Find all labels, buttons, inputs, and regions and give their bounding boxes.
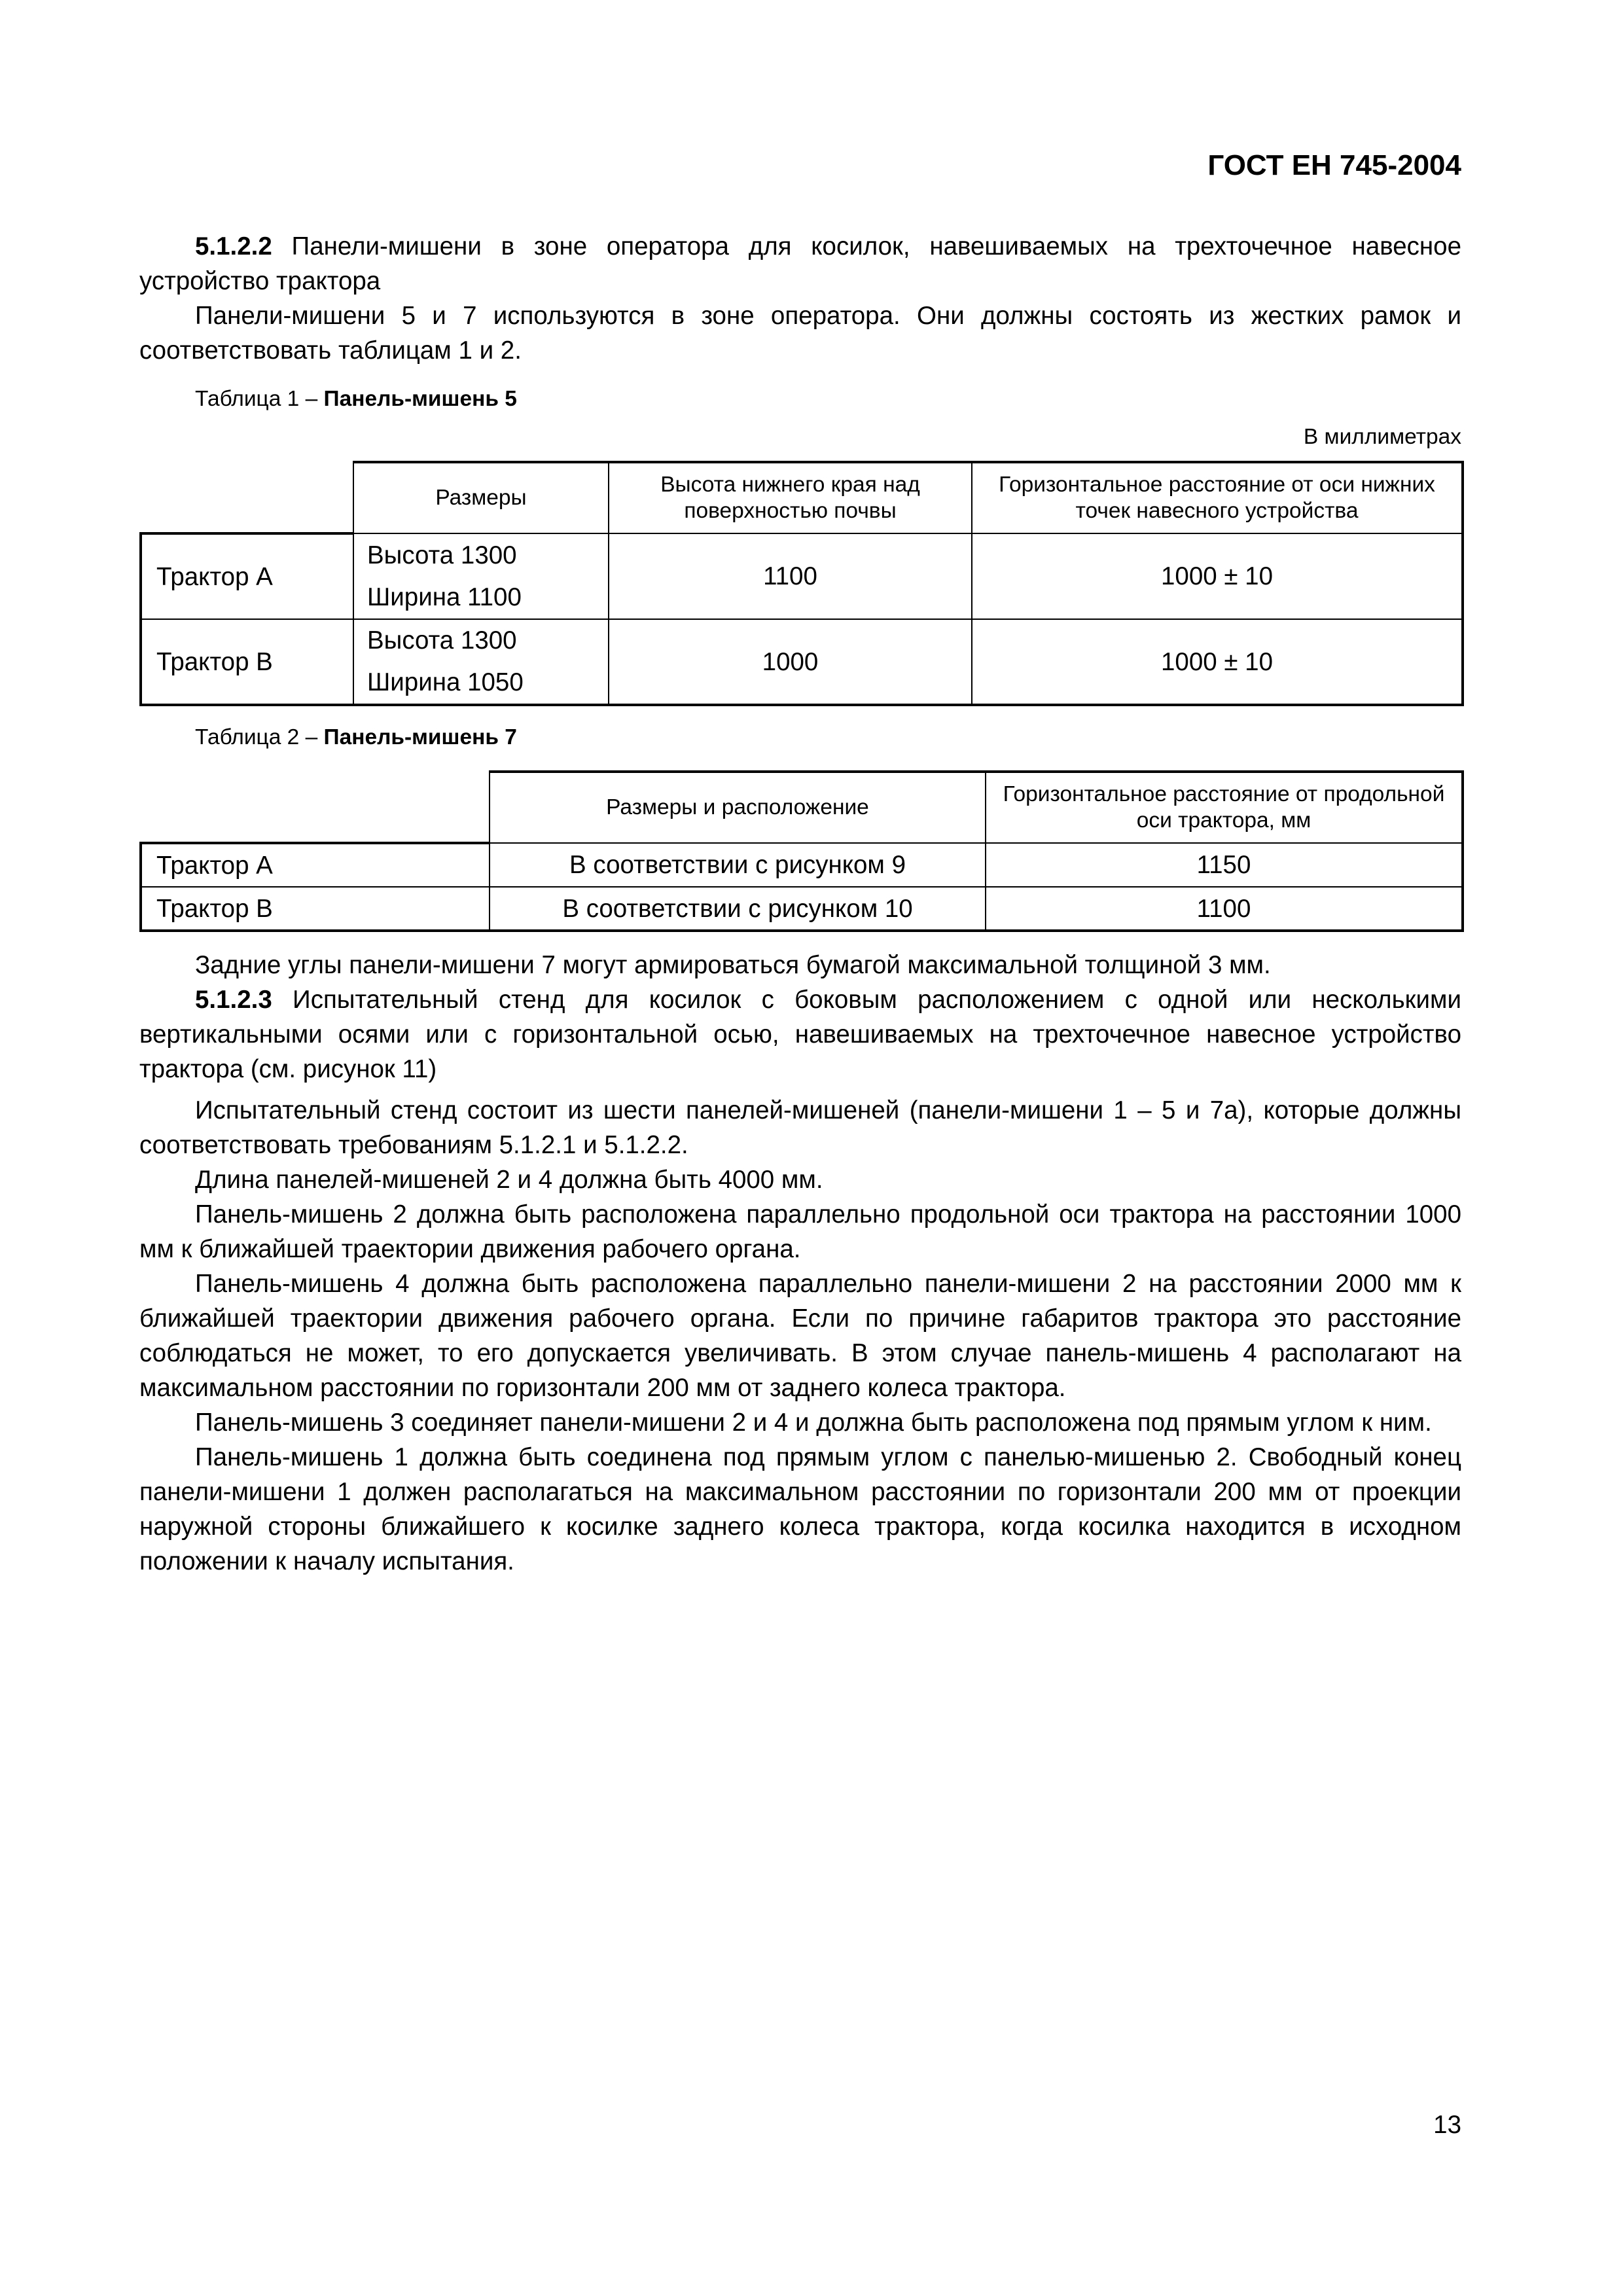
section-number: 5.1.2.2 — [195, 232, 272, 260]
section-5122-paragraph: Панели-мишени 5 и 7 используются в зоне оператора. Они должны состоять из жестких рамок и соответствовать таблицам 1 и 2. — [139, 302, 1461, 365]
paragraph: Панель-мишень 4 должна быть расположена параллельно панели-мишени 2 на расстоянии 2000 мм к ближайшей траектории движения рабочего органа. Если по причине габаритов трактора это расстояние соблюдаться не может, то его допускается увеличивать. В этом случае панель-мишень 4 располагают на максимальном расстоянии по горизонтали 200 мм от заднего колеса трактора. — [139, 1270, 1461, 1402]
row-label: Трактор В — [141, 887, 490, 931]
table2-header-row — [141, 772, 1463, 843]
section-5122-heading — [139, 229, 1461, 298]
table1-header-row — [141, 462, 1463, 533]
table2-header-cell: Размеры и расположение — [490, 772, 986, 843]
table2-empty-cell — [141, 772, 490, 843]
table1 — [139, 461, 1464, 706]
table1-caption-title: Панель-мишень 5 — [323, 387, 517, 411]
row-label: Трактор В — [141, 619, 353, 705]
paragraph: Задние углы панели-мишени 7 могут армироваться бумагой максимальной толщиной 3 мм. — [195, 951, 1271, 979]
table1-empty-cell — [141, 462, 353, 533]
table-row — [141, 619, 1463, 705]
arrangement-cell: В соответствии с рисунком 9 — [490, 843, 986, 887]
dimensions-cell: Высота 1300 Ширина 1100 — [353, 533, 609, 619]
section-title: Испытательный стенд для косилок с боковым расположением с одной или несколькими вертикальными осями или с горизонтальной осью, навешиваемых на трехточечное навесное устройство трактора (см. рисунок 11) — [139, 986, 1461, 1083]
paragraph: Испытательный стенд состоит из шести панелей-мишеней (панели-мишени 1 – 5 и 7а), которые должны соответствовать требованиям 5.1.2.1 и 5.1.2.2. — [139, 1096, 1461, 1159]
distance-cell: 1000 ± 10 — [972, 619, 1463, 705]
table-row — [141, 843, 1463, 887]
row-label: Трактор А — [141, 533, 353, 619]
page-number: 13 — [1433, 2111, 1461, 2139]
table2-header-cell: Горизонтальное расстояние от продольной оси трактора, мм — [986, 772, 1463, 843]
paragraph: Панель-мишень 1 должна быть соединена под прямым углом с панелью-мишенью 2. Свободный конец панели-мишени 1 должен располагаться на максимальном расстоянии по горизонтали 200 мм от проекции наружной стороны ближайшего к косилке заднего колеса трактора, когда косилка находится в исходном положении к началу испытания. — [139, 1443, 1461, 1575]
table2-caption: Таблица 2 – Панель-мишень 7 — [195, 725, 517, 749]
table1-header-cell: Высота нижнего края над поверхностью почвы — [609, 462, 972, 533]
table2 — [139, 770, 1464, 932]
distance-cell: 1000 ± 10 — [972, 533, 1463, 619]
table1-unit: В миллиметрах — [1303, 425, 1461, 449]
arrangement-cell: В соответствии с рисунком 10 — [490, 887, 986, 931]
page-content — [139, 229, 1461, 1579]
section-5123-heading — [139, 982, 1461, 1086]
dimensions-cell: Высота 1300 Ширина 1050 — [353, 619, 609, 705]
paragraph: Длина панелей-мишеней 2 и 4 должна быть 4000 мм. — [195, 1166, 823, 1194]
edge-height-cell: 1000 — [609, 619, 972, 705]
edge-height-cell: 1100 — [609, 533, 972, 619]
table2-caption-title: Панель-мишень 7 — [323, 725, 517, 749]
table1-header-cell: Горизонтальное расстояние от оси нижних точек навесного устройства — [972, 462, 1463, 533]
section-number: 5.1.2.3 — [195, 986, 272, 1014]
distance-cell: 1150 — [986, 843, 1463, 887]
table1-caption: Таблица 1 – Панель-мишень 5 — [195, 387, 517, 411]
paragraph: Панель-мишень 3 соединяет панели-мишени 2 и 4 и должна быть расположена под прямым углом к ним. — [195, 1408, 1432, 1437]
paragraph: Панель-мишень 2 должна быть расположена параллельно продольной оси трактора на расстоянии 1000 мм к ближайшей траектории движения рабочего органа. — [139, 1200, 1461, 1263]
row-label: Трактор А — [141, 843, 490, 887]
table1-header-cell: Размеры — [353, 462, 609, 533]
table-row — [141, 887, 1463, 931]
distance-cell: 1100 — [986, 887, 1463, 931]
section-title: Панели-мишени в зоне оператора для косилок, навешиваемых на трехточечное навесное устройство трактора — [139, 232, 1461, 295]
document-header: ГОСТ ЕН 745-2004 — [1207, 149, 1461, 181]
table-row — [141, 533, 1463, 619]
